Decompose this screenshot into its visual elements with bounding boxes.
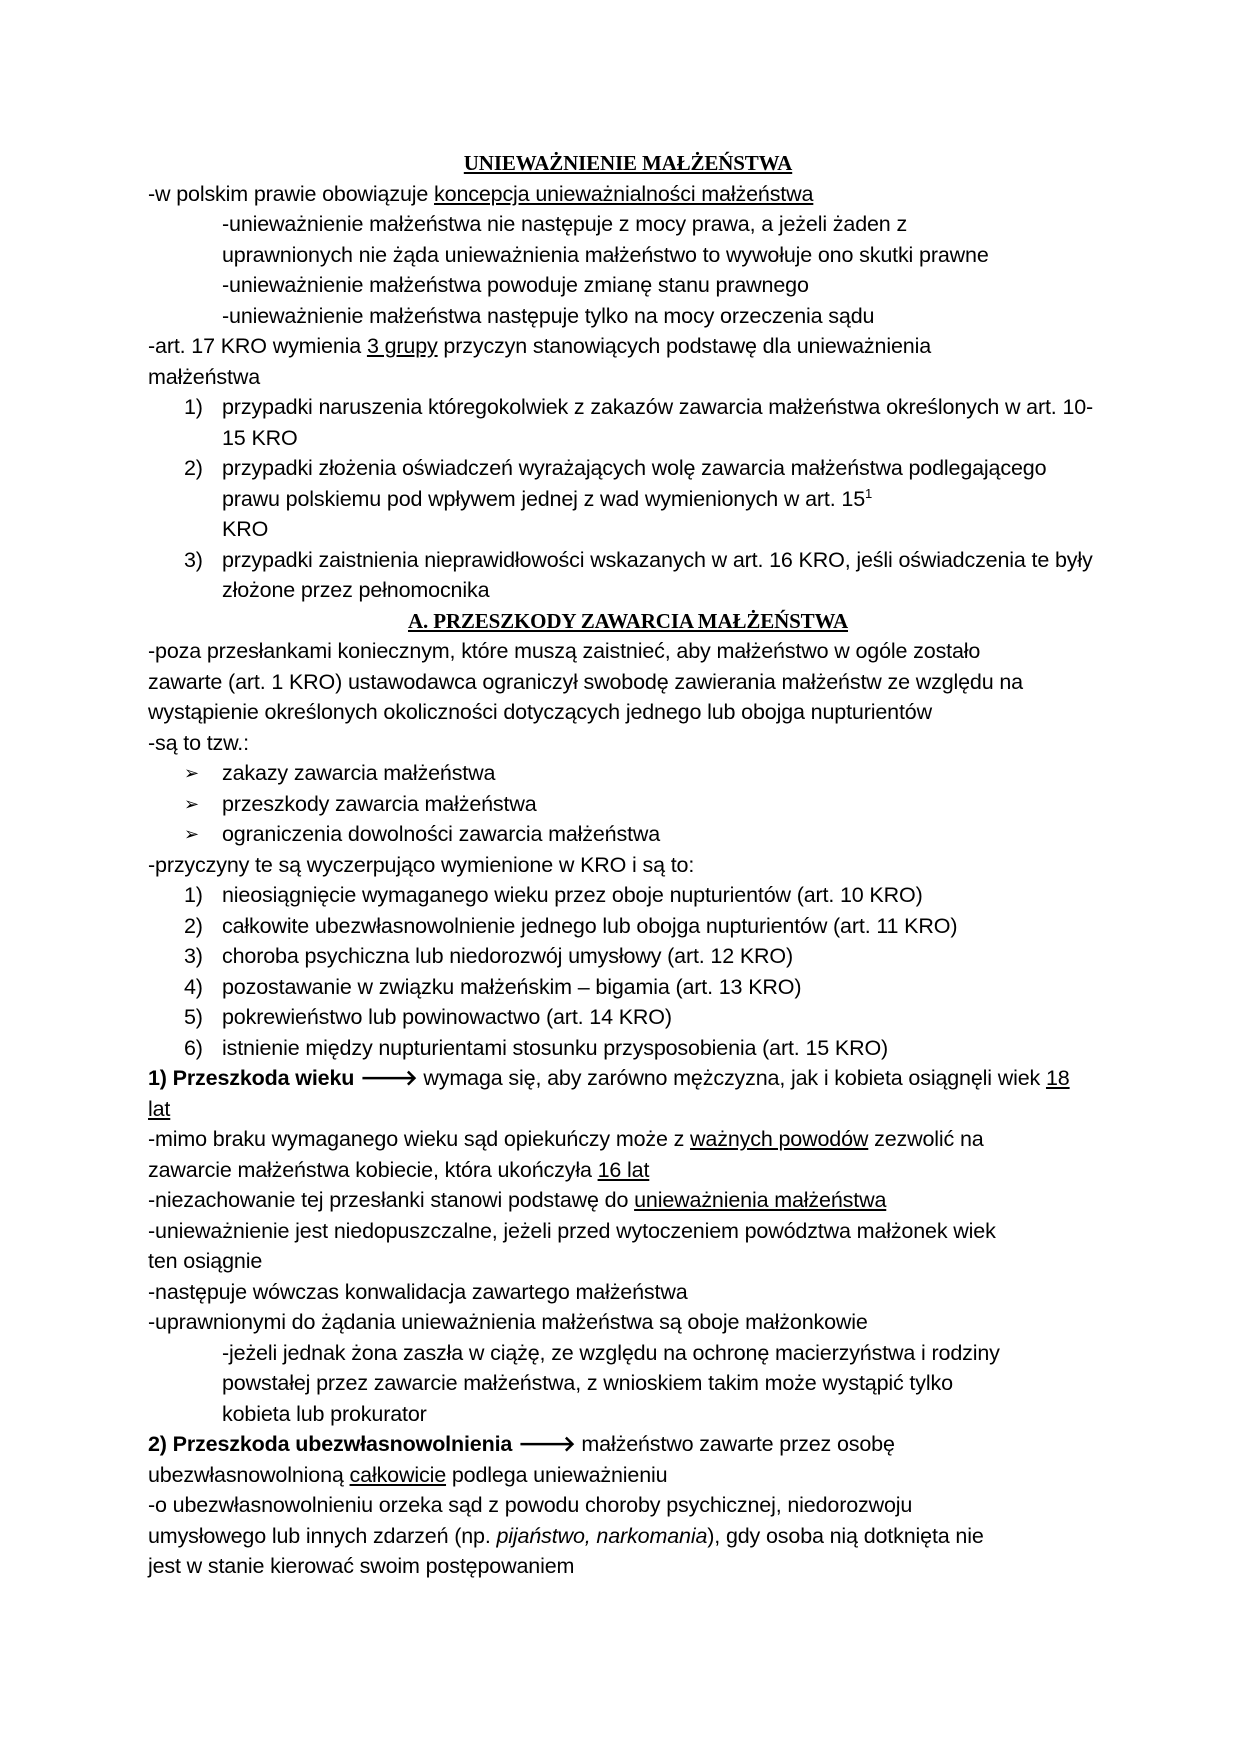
incap-text: ), gdy osoba nią dotknięta nie <box>707 1523 984 1548</box>
section-a-line: -poza przesłankami koniecznym, które muszą zaistnieć, aby małżeństwo w ogóle zostało <box>148 639 981 663</box>
list-text: przypadki zaistnienia nieprawidłowości wskazanych w art. 16 KRO, jeśli oświadczenia te były złożone przez pełnomocnika <box>222 547 1093 602</box>
art17-line <box>148 331 1108 362</box>
age-heading-line <box>148 1063 1108 1094</box>
age-line: -uprawnionymi do żądania unieważnienia małżeństwa są oboje małżonkowie <box>148 1310 868 1334</box>
age-text: zawarcie małżeństwa kobiecie, która ukończyła <box>148 1157 598 1182</box>
list-item <box>148 1033 1108 1064</box>
arrow-bullet-icon: ➢ <box>184 824 199 844</box>
incap-text: umysłowego lub innych zdarzeń (np. <box>148 1523 497 1548</box>
bullet-item <box>148 789 1108 820</box>
incap-text: podlega unieważnieniu <box>446 1462 668 1487</box>
list-text: całkowite ubezwłasnowolnienie jednego lub obojga nupturientów (art. 11 KRO) <box>222 913 958 938</box>
age-unit: lat <box>148 1096 171 1121</box>
age-line <box>148 1185 1108 1216</box>
age-underlined: unieważnienia małżeństwa <box>634 1188 887 1212</box>
age-text: -mimo braku wymaganego wieku sąd opiekuńczy może z <box>148 1127 691 1151</box>
list-text: pokrewieństwo lub powinowactwo (art. 14 KRO) <box>222 1005 672 1029</box>
list-item <box>148 453 1108 545</box>
incap-italic: pijaństwo, narkomania <box>496 1523 708 1548</box>
age-text: -niezachowanie tej przesłanki stanowi podstawę do <box>148 1188 635 1212</box>
list-item <box>148 911 1108 942</box>
intro-points <box>148 209 1108 331</box>
superscript: 1 <box>865 485 873 501</box>
list-text: istnienie między nupturientami stosunku przysposobienia (art. 15 KRO) <box>222 1035 889 1060</box>
incap-text: małżeństwo zawarte przez osobę <box>575 1432 895 1456</box>
intro-underlined: koncepcja unieważnialności małżeństwa <box>434 181 814 206</box>
age-text: wymaga się, aby zarówno mężczyzna, jak i kobieta osiągnęli wiek <box>417 1066 1046 1090</box>
incap-line: jest w stanie kierować swoim postępowaniem <box>148 1554 575 1578</box>
list-item <box>148 941 1108 972</box>
list-number: 5) <box>184 1005 203 1029</box>
arrow-right-icon: 🡒 <box>360 1066 418 1090</box>
list-text: pozostawanie w związku małżeńskim – bigamia (art. 13 KRO) <box>222 974 802 999</box>
list-number: 1) <box>184 883 203 907</box>
causes-intro: -przyczyny te są wyczerpująco wymienione w KRO i są to: <box>148 852 695 877</box>
section-a-line: wystąpienie określonych okoliczności dotyczących jednego lub obojga nupturientów <box>148 700 932 724</box>
age-indented <box>148 1338 1108 1430</box>
age-value: 18 <box>1045 1066 1070 1090</box>
age-line: -unieważnienie jest niedopuszczalne, jeżeli przed wytoczeniem powództwa małżonek wiek <box>148 1218 996 1243</box>
section-a-line: -są to tzw.: <box>148 730 249 755</box>
list-item <box>148 1002 1108 1033</box>
age-heading: 1) Przeszkoda wieku <box>148 1066 355 1090</box>
list-number: 2) <box>184 913 203 938</box>
list-item <box>148 972 1108 1003</box>
age-text: zezwolić na <box>868 1127 984 1151</box>
list-number: 3) <box>184 547 203 572</box>
list-text: choroba psychiczna lub niedorozwój umysłowy (art. 12 KRO) <box>222 944 794 968</box>
age-indent-line: powstałej przez zawarcie małżeństwa, z wnioskiem takim może wystąpić tylko <box>222 1371 953 1395</box>
document-title: UNIEWAŻNIENIE MAŁŻEŃSTWA <box>463 151 793 175</box>
bullet-item <box>148 758 1108 789</box>
age-line: -następuje wówczas konwalidacja zawartego małżeństwa <box>148 1279 688 1304</box>
groups-list <box>148 392 1108 606</box>
age-line: ten osiągnie <box>148 1249 263 1273</box>
list-number: 1) <box>184 395 203 419</box>
intro-point: uprawnionych nie żąda unieważnienia małżeństwo to wywołuje ono skutki prawne <box>222 242 989 267</box>
intro-text: -w polskim prawie obowiązuje <box>148 181 435 206</box>
causes-list <box>148 880 1108 1063</box>
art17-suffix: przyczyn stanowiących podstawę dla unieważnienia <box>437 334 932 358</box>
arrow-bullet-icon: ➢ <box>184 763 199 783</box>
intro-point: -unieważnienie małżeństwa nie następuje z mocy prawa, a jeżeli żaden z <box>222 212 908 236</box>
age-indent-line: kobieta lub prokurator <box>222 1401 427 1426</box>
bullet-list <box>148 758 1108 850</box>
art17-prefix: -art. 17 KRO wymienia <box>148 334 367 358</box>
list-number: 2) <box>184 456 203 480</box>
list-item <box>148 880 1108 911</box>
arrow-bullet-icon: ➢ <box>184 793 199 814</box>
bullet-text: przeszkody zawarcia małżeństwa <box>222 791 537 816</box>
incap-heading-line <box>148 1429 1108 1460</box>
intro-point: -unieważnienie małżeństwa powoduje zmianę stanu prawnego <box>222 273 809 297</box>
list-text: nieosiągnięcie wymaganego wieku przez oboje nupturientów (art. 10 KRO) <box>222 883 923 907</box>
list-number: 3) <box>184 944 203 968</box>
incap-text: ubezwłasnowolnioną <box>148 1462 350 1487</box>
bullet-text: zakazy zawarcia małżeństwa <box>222 761 496 785</box>
incap-heading: 2) Przeszkoda ubezwłasnowolnienia <box>148 1432 513 1456</box>
incap-line <box>148 1521 1108 1552</box>
intro-point: -unieważnienie małżeństwa następuje tylko na mocy orzeczenia sądu <box>222 303 875 328</box>
list-text <box>222 453 1108 545</box>
list-text-main: przypadki złożenia oświadczeń wyrażających wolę zawarcia małżeństwa podlegającego prawu polskiemu pod wpływem jednej z wad wymienionych w art. 15 <box>222 456 1047 511</box>
list-item <box>148 392 1108 453</box>
list-number: 4) <box>184 974 203 999</box>
age-line <box>148 1094 1108 1125</box>
document-page <box>148 148 1108 1582</box>
intro-line <box>148 179 1108 210</box>
age-line <box>148 1155 1108 1186</box>
age-line <box>148 1124 1108 1155</box>
list-text: przypadki naruszenia któregokolwiek z zakazów zawarcia małżeństwa określonych w art. 10-15 KRO <box>222 395 1094 450</box>
incap-underlined: całkowicie <box>349 1462 447 1487</box>
incap-line: -o ubezwłasnowolnieniu orzeka sąd z powodu choroby psychicznej, niedorozwoju <box>148 1493 913 1517</box>
art17-line2: małżeństwa <box>148 364 261 389</box>
section-a-line: zawarte (art. 1 KRO) ustawodawca ograniczył swobodę zawierania małżeństw ze względu na <box>148 669 1023 694</box>
age-underlined: ważnych powodów <box>690 1127 869 1151</box>
incap-line <box>148 1460 1108 1491</box>
section-a-title: A. PRZESZKODY ZAWARCIA MAŁŻEŃSTWA <box>407 608 849 633</box>
art17-underlined: 3 grupy <box>366 334 438 358</box>
bullet-text: ograniczenia dowolności zawarcia małżeństwa <box>222 822 661 846</box>
bullet-item <box>148 819 1108 850</box>
list-text-tail: KRO <box>222 517 269 541</box>
age-indent-line: -jeżeli jednak żona zaszła w ciążę, ze względu na ochronę macierzyństwa i rodziny <box>222 1340 1000 1365</box>
arrow-right-icon: 🡒 <box>518 1432 576 1456</box>
list-number: 6) <box>184 1035 203 1060</box>
list-item <box>148 545 1108 606</box>
age-underlined: 16 lat <box>597 1157 650 1182</box>
